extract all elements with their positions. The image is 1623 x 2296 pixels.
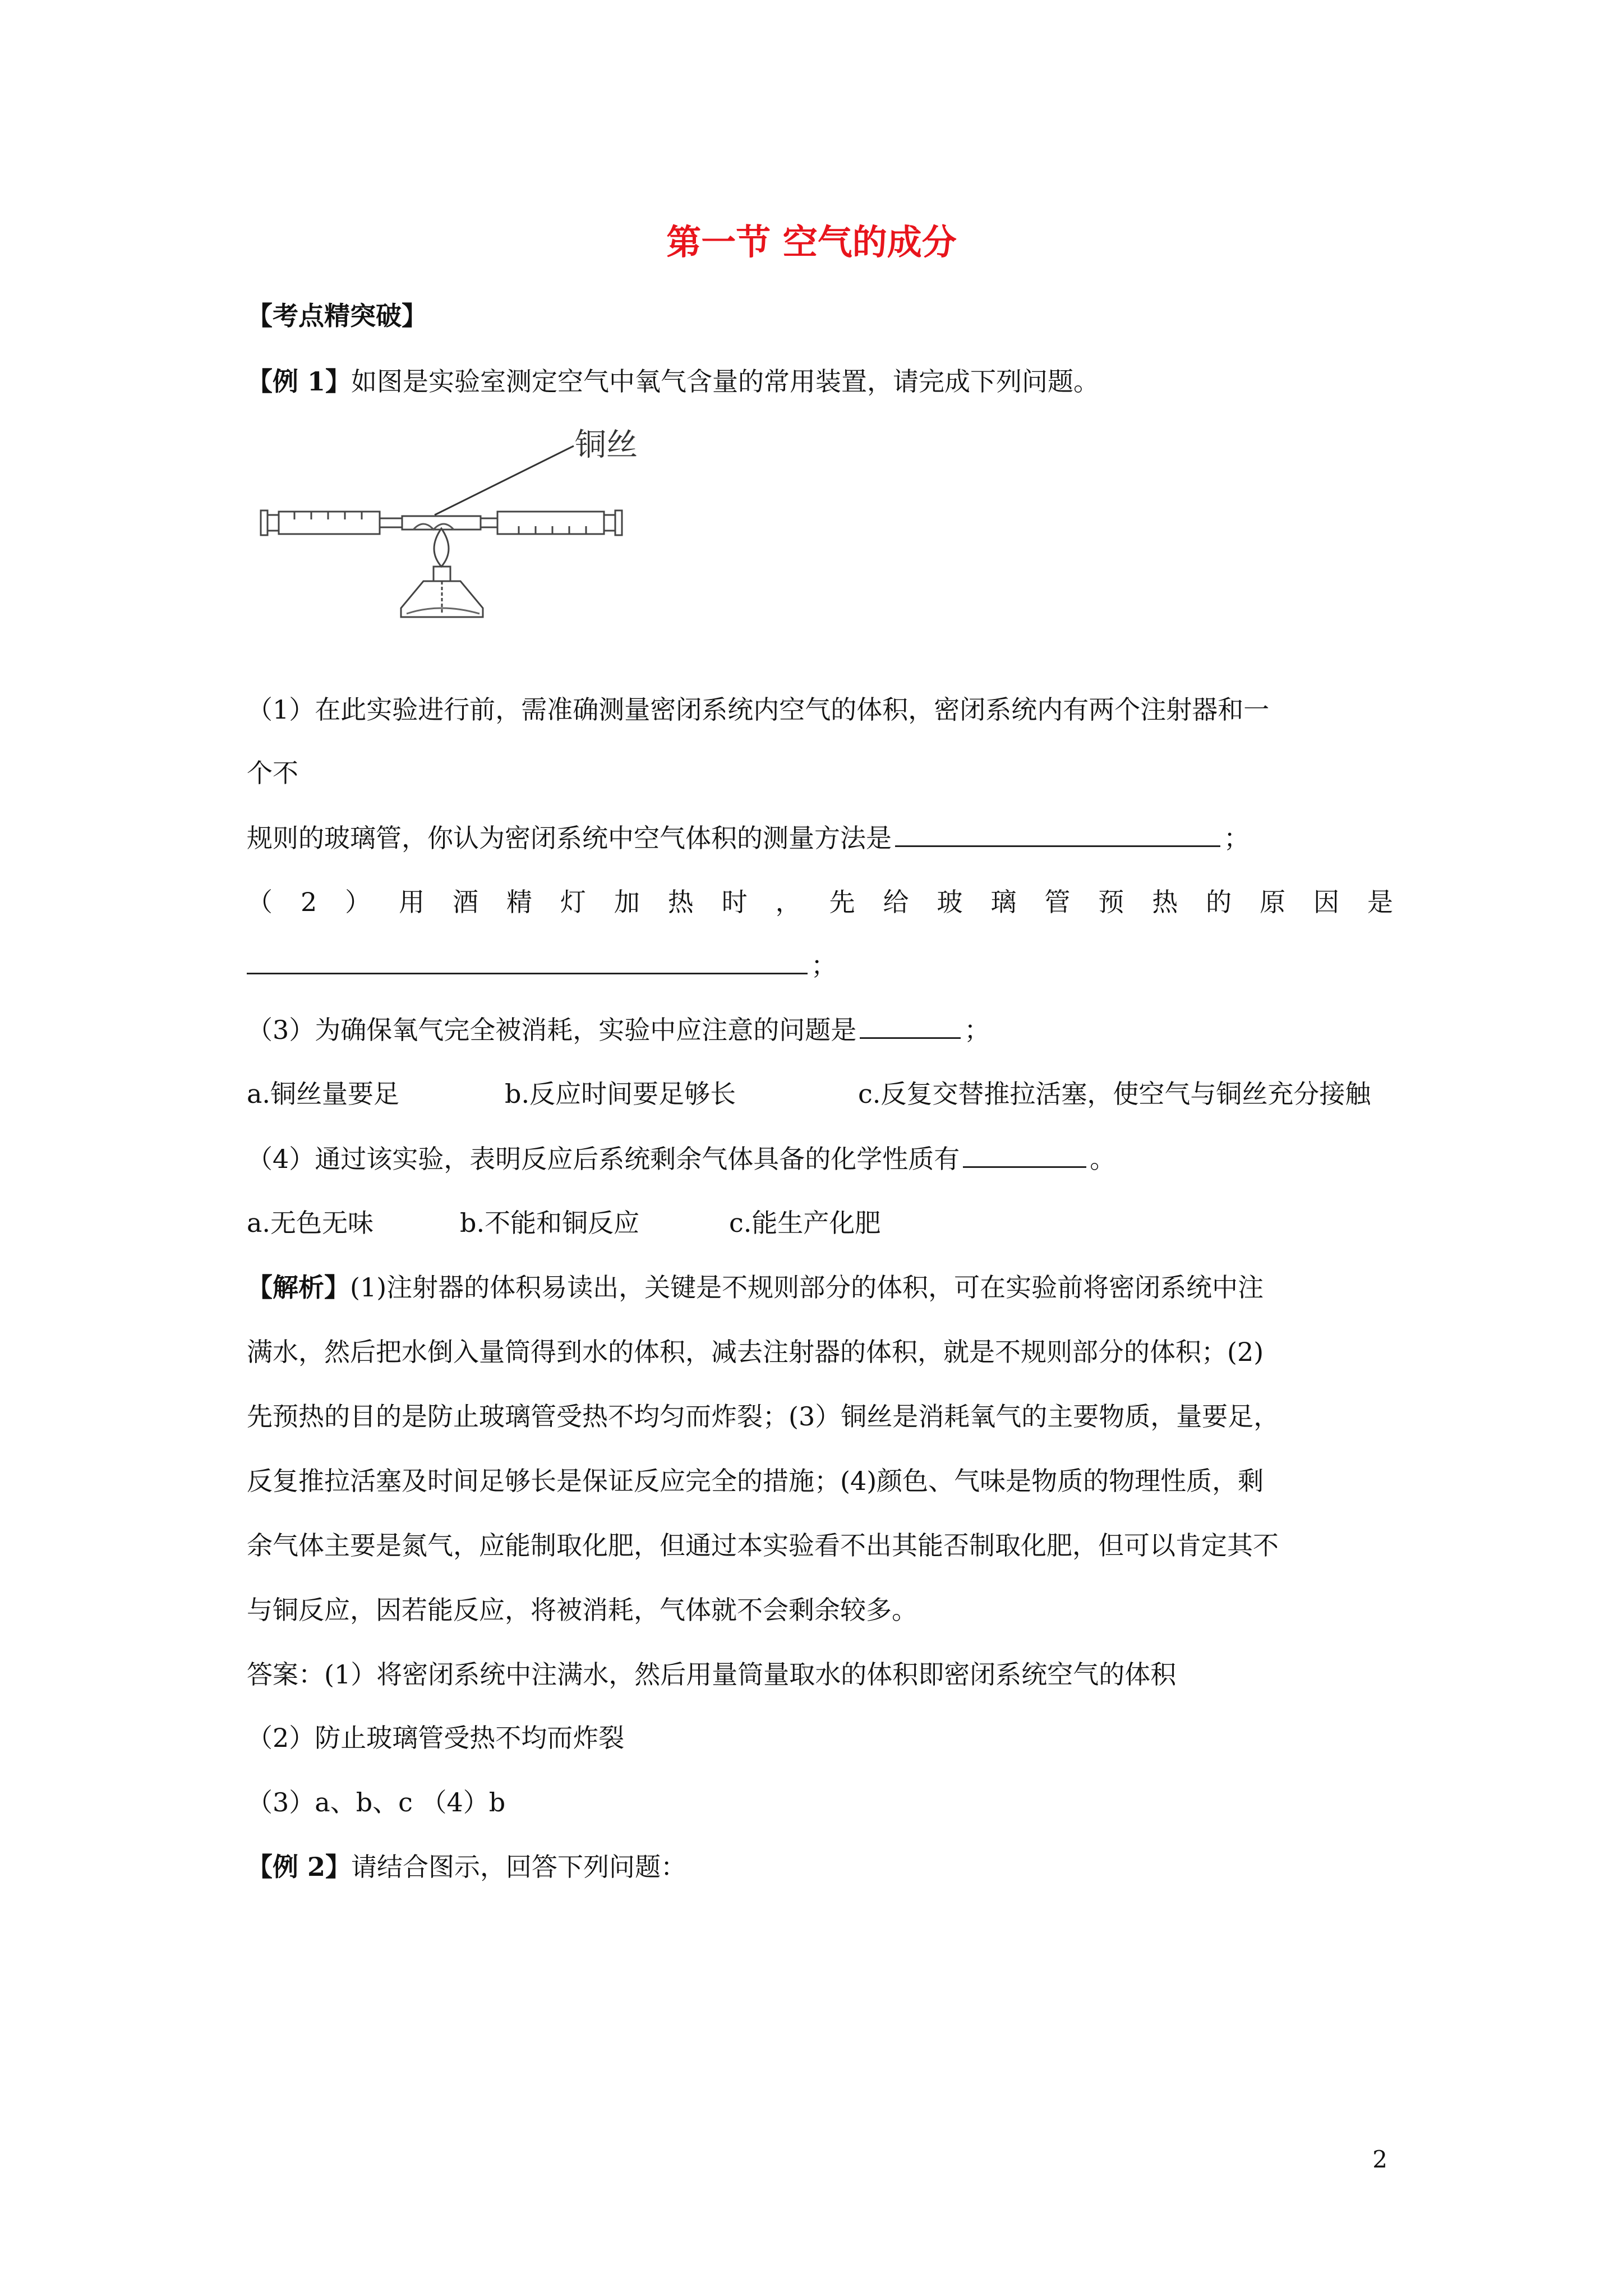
example2-text: 请结合图示，回答下列问题： [351,1852,687,1882]
q3-text: （3）为确保氧气完全被消耗，实验中应注意的问题是 [247,1015,857,1045]
figure-pointer-line [435,446,574,515]
alcohol-lamp [401,567,483,617]
analysis-line-6: 与铜反应，因若能反应，将被消耗，气体就不会剩余较多。 [247,1595,917,1625]
q2-char: 因 [1313,887,1340,917]
example1-text: 如图是实验室测定空气中氧气含量的常用装置，请完成下列问题。 [351,366,1100,397]
q2-line2 [247,948,837,982]
analysis-line-3: 先预热的目的是防止玻璃管受热不均匀而炸裂；(3）铜丝是消耗氧气的主要物质，量要足， [247,1401,1280,1432]
example2-question [247,1850,686,1884]
analysis-text-1: (1)注射器的体积易读出，关键是不规则部分的体积，可在实验前将密闭系统中注 [350,1272,1264,1303]
q1-line2: 个不 [247,758,298,788]
q2-char: 的 [1206,887,1232,917]
q2-char: 预 [1098,887,1124,917]
q2-char: 管 [1044,887,1071,917]
answer-3: （3）a、b、c （4）b [247,1787,506,1818]
q1-line1: （1）在此实验进行前，需准确测量密闭系统内空气的体积，密闭系统内有两个注射器和一 [247,694,1270,725]
q2-char: ） [345,887,371,917]
copper-wire-apparatus-figure [255,421,659,623]
analysis-line-2: 满水，然后把水倒入量筒得到水的体积，减去注射器的体积，就是不规则部分的体积；(2) [247,1337,1264,1367]
q3-option-b: b.反应时间要足够长 [505,1079,736,1109]
q4-option-b: b.不能和铜反应 [460,1208,640,1238]
q3-line [247,1013,990,1047]
q2-char: 时 [721,887,748,917]
q1-text: 规则的玻璃管，你认为密闭系统中空气体积的测量方法是 [247,823,892,853]
q1-answer-blank[interactable] [895,821,1220,847]
q2-char: 玻 [937,887,963,917]
right-syringe [481,510,622,535]
q2-answer-blank[interactable] [247,948,808,974]
q4-options [247,1206,880,1240]
q2-char: 璃 [990,887,1017,917]
q4-option-c: c.能生产化肥 [729,1208,881,1238]
q1-end: ； [1224,823,1249,853]
flame [434,528,449,567]
q3-option-a: a.铜丝量要足 [247,1079,400,1109]
q2-char: 2 [300,887,317,917]
q2-char: 先 [829,887,855,917]
q4-text: （4）通过该实验，表明反应后系统剩余气体具备的化学性质有 [247,1144,960,1174]
analysis-line-1 [247,1271,1264,1304]
analysis-line-4: 反复推拉活塞及时间足够长是保证反应完全的措施；(4)颜色、气味是物质的物理性质，剩 [247,1466,1264,1496]
q3-answer-blank[interactable] [860,1013,961,1039]
q2-end: ； [811,950,837,981]
figure-label: 铜丝 [575,427,638,463]
q3-options [247,1077,1371,1111]
q2-char: ， [775,887,801,917]
analysis-line-5: 余气体主要是氮气，应能制取化肥，但通过本实验看不出其能否制取化肥，但可以肯定其不 [247,1530,1279,1561]
q2-char: 热 [667,887,694,917]
page-title: 第一节 空气的成分 [666,222,957,263]
q3-option-c: c.反复交替推拉活塞，使空气与铜丝充分接触 [858,1079,1371,1109]
q3-end: ； [964,1015,990,1045]
page-number: 2 [1372,2146,1387,2173]
q4-answer-blank[interactable] [963,1142,1086,1168]
q2-char: （ [247,887,273,917]
left-syringe [261,510,402,535]
q2-char: 给 [883,887,909,917]
q4-option-a: a.无色无味 [247,1208,374,1238]
q2-char: 用 [399,887,425,917]
q2-char: 灯 [560,887,586,917]
q2-char: 酒 [453,887,479,917]
q2-char: 加 [614,887,640,917]
section-heading: 【考点精突破】 [247,301,427,331]
q2-char: 原 [1260,887,1286,917]
q4-line [247,1142,1115,1176]
q2-char: 精 [506,887,532,917]
q4-end: 。 [1090,1144,1116,1174]
q2-char: 热 [1152,887,1178,917]
q1-line3 [247,821,1249,855]
analysis-tag: 【解析】 [247,1272,350,1303]
answer-2: （2）防止玻璃管受热不均而炸裂 [247,1723,625,1753]
q2-line1 [247,885,1393,919]
example1-tag: 【例 1】 [247,366,352,397]
q2-char: 是 [1367,887,1393,917]
answer-1: 答案：(1）将密闭系统中注满水，然后用量筒量取水的体积即密闭系统空气的体积 [247,1659,1177,1690]
example1-question [247,365,1099,398]
example2-tag: 【例 2】 [247,1852,352,1882]
